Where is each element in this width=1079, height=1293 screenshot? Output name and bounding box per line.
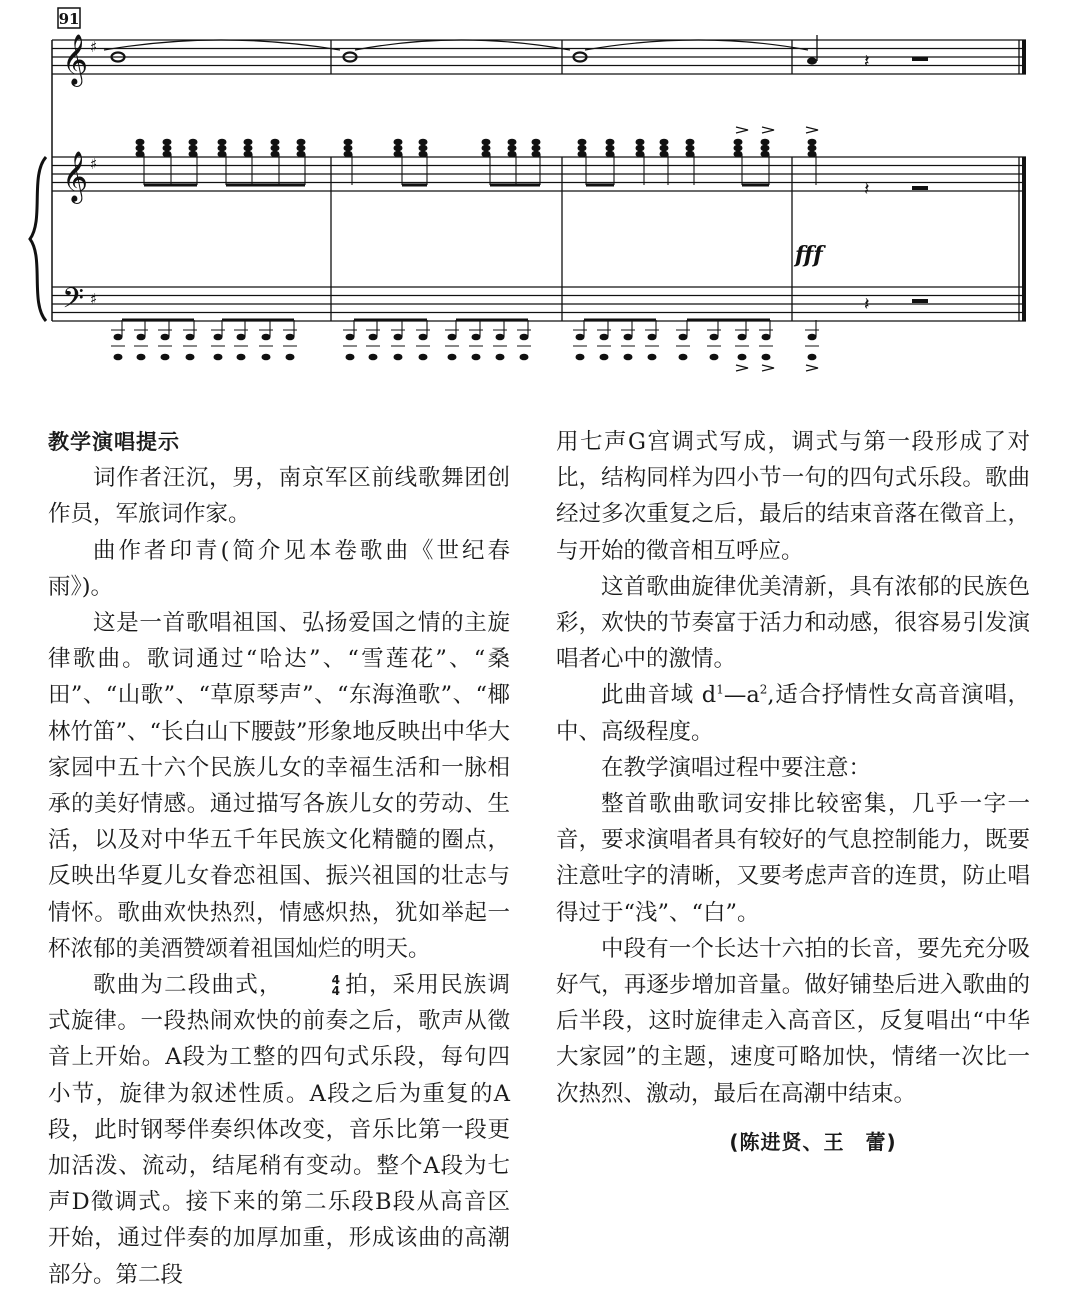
bass-notehead (369, 334, 378, 341)
final-barline-thick (1022, 157, 1026, 321)
bass-notehead (286, 354, 295, 361)
chord-notehead (271, 145, 280, 152)
accent-mark (806, 127, 818, 133)
bass-notehead (710, 334, 719, 341)
chord-notehead (660, 151, 669, 158)
bass-clef-icon: 𝄢 (62, 282, 84, 322)
quarter-rest-icon: 𝄽 (864, 179, 870, 200)
section-heading: 教学演唱提示 (48, 430, 180, 454)
chord-notehead (606, 145, 615, 152)
paragraph-character: 这首歌曲旋律优美清新，具有浓郁的民族色彩，欢快的节奏富于活力和动感，很容易引发演唱者心中的激情。 (556, 573, 1030, 673)
bass-notehead (576, 334, 585, 341)
bass-notehead (496, 354, 505, 361)
chord-notehead (482, 145, 491, 152)
chord-notehead (163, 145, 172, 152)
bass-notehead (648, 354, 657, 361)
chord-notehead (344, 145, 353, 152)
score-notation (30, 34, 1026, 371)
chord-notehead (508, 139, 517, 146)
chord-notehead (218, 145, 227, 152)
chord-notehead (189, 139, 198, 146)
chord-notehead (508, 145, 517, 152)
chord-notehead (394, 151, 403, 158)
chord-notehead (163, 139, 172, 146)
final-barline-thick (1022, 40, 1026, 74)
treble-clef-icon: 𝄞 (61, 34, 89, 85)
bass-notehead (448, 354, 457, 361)
chord-notehead (636, 145, 645, 152)
bass-notehead (679, 334, 688, 341)
chord-notehead (606, 139, 615, 146)
piano-brace (30, 157, 46, 321)
dynamic-marking: fff (795, 242, 823, 268)
bass-notehead (394, 354, 403, 361)
bass-notehead (262, 334, 271, 341)
chord-notehead (532, 151, 541, 158)
bass-notehead (738, 334, 747, 341)
chord-notehead (419, 139, 428, 146)
chord-notehead (532, 145, 541, 152)
chord-notehead (136, 139, 145, 146)
chord-notehead (578, 145, 587, 152)
measure-number: 91 (58, 10, 80, 28)
chord-notehead (419, 151, 428, 158)
chord-notehead (394, 145, 403, 152)
chord-notehead (808, 139, 817, 146)
chord-notehead (271, 151, 280, 158)
chord-notehead (686, 139, 695, 146)
paragraph-long-note: 中段有一个长达十六拍的长音，要先充分吸好气，再逐步增加音量。做好铺垫后进入歌曲的后半段，这时旋律走入高音区，反复唱出“中华大家园”的主题，速度可略加快，情绪一次比一次热烈、激动，最后在高潮中结束。 (556, 935, 1030, 1107)
quarter-rest-icon: 𝄽 (864, 294, 870, 315)
bass-notehead (186, 354, 195, 361)
chord-notehead (189, 151, 198, 158)
bass-notehead (648, 334, 657, 341)
bass-notehead (679, 354, 688, 361)
chord-notehead (734, 151, 743, 158)
chord-notehead (344, 151, 353, 158)
chord-notehead (218, 139, 227, 146)
bass-notehead (520, 354, 529, 361)
chord-notehead (344, 139, 353, 146)
sharp-icon: ♯ (90, 38, 98, 56)
bass-notehead (762, 354, 771, 361)
chord-notehead (394, 139, 403, 146)
chord-notehead (808, 145, 817, 152)
paragraph-lyricist: 词作者汪沉，男，南京军区前线歌舞团创作员，军旅词作家。 (48, 465, 510, 528)
paragraph-notes-intro: 在教学演唱过程中要注意： (601, 754, 872, 781)
bass-notehead (419, 354, 428, 361)
chord-notehead (660, 145, 669, 152)
bass-notehead (710, 354, 719, 361)
sharp-icon: ♯ (90, 155, 98, 173)
chord-notehead (297, 151, 306, 158)
bass-notehead (237, 354, 246, 361)
chord-notehead (271, 139, 280, 146)
quarter-rest-icon: 𝄽 (864, 51, 870, 72)
music-score (0, 0, 1079, 400)
chord-notehead (244, 145, 253, 152)
chord-notehead (761, 139, 770, 146)
bass-notehead (262, 354, 271, 361)
bass-notehead (448, 334, 457, 341)
time-signature: 4 4 (331, 973, 341, 999)
bass-notehead (394, 334, 403, 341)
bass-notehead (114, 334, 123, 341)
measure-number-box (58, 8, 80, 28)
paragraph-composer: 曲作者印青(简介见本卷歌曲《世纪春雨》)。 (48, 537, 510, 600)
chord-notehead (297, 145, 306, 152)
chord-notehead (761, 151, 770, 158)
bass-notehead (346, 334, 355, 341)
chord-notehead (734, 139, 743, 146)
half-rest-icon (912, 57, 928, 61)
bass-notehead (214, 354, 223, 361)
chord-notehead (686, 145, 695, 152)
chord-notehead (163, 151, 172, 158)
bass-notehead (520, 334, 529, 341)
bass-notehead (808, 354, 817, 361)
accent-mark (762, 127, 774, 133)
bass-notehead (186, 334, 195, 341)
bass-notehead (624, 334, 633, 341)
quarter-note (807, 57, 817, 64)
treble-clef-icon: 𝄞 (61, 151, 89, 202)
sharp-icon: ♯ (90, 290, 98, 308)
paragraph-range: 此曲音域 $d^1—a^2$,适合抒情性女高音演唱，中、高级程度。 (556, 682, 1031, 745)
paragraph-theme: 这是一首歌唱祖国、弘扬爱国之情的主旋律歌曲。歌词通过“哈达”、“雪莲花”、“桑田”、“山歌”、“草原琴声”、“东海渔歌”、“椰林竹笛”、“长白山下腰鼓”形象地反映出中华大家园中五十六个民族儿女的幸福生活和一脉相承的美好情感。通过描写各族儿女的劳动、生活，以及对中华五千年民族文化精髓的圈点，反映出华夏儿女眷恋祖国、振兴祖国的壮志与情怀。歌曲欢快热烈，情感炽热，犹如举起一杯浓郁的美酒赞颂着祖国灿烂的明天。 (48, 610, 511, 962)
text-column-right (556, 424, 1030, 1160)
bass-notehead (161, 334, 170, 341)
bass-notehead (237, 334, 246, 341)
paragraph-structure-cont: 用七声G宫调式写成，调式与第一段形成了对比，结构同样为四小节一句的四句式乐段。歌曲经过多次重复之后，最后的结束音落在徵音上，与开始的徵音相互呼应。 (556, 429, 1030, 564)
chord-notehead (734, 145, 743, 152)
bass-notehead (624, 354, 633, 361)
chord-notehead (244, 139, 253, 146)
chord-notehead (606, 151, 615, 158)
author-credit: (陈进贤、王 蕾) (729, 1129, 897, 1154)
chord-notehead (686, 151, 695, 158)
chord-notehead (297, 139, 306, 146)
chord-notehead (578, 151, 587, 158)
half-rest-icon (912, 186, 928, 190)
accent-mark (806, 365, 818, 371)
bass-notehead (576, 354, 585, 361)
accent-mark (736, 365, 748, 371)
bass-notehead (214, 334, 223, 341)
bass-notehead (472, 334, 481, 341)
half-rest-icon (912, 299, 928, 303)
accent-mark (762, 365, 774, 371)
bass-notehead (738, 354, 747, 361)
bass-notehead (114, 354, 123, 361)
chord-notehead (761, 145, 770, 152)
bass-notehead (600, 354, 609, 361)
chord-notehead (636, 139, 645, 146)
chord-notehead (218, 151, 227, 158)
chord-notehead (136, 145, 145, 152)
bass-notehead (286, 334, 295, 341)
chord-notehead (636, 151, 645, 158)
bass-notehead (808, 334, 817, 341)
accent-mark (736, 127, 748, 133)
chord-notehead (189, 145, 198, 152)
chord-notehead (482, 151, 491, 158)
paragraph-breath: 整首歌曲歌词安排比较密集，几乎一字一音，要求演唱者具有较好的气息控制能力，既要注意吐字的清晰，又要考虑声音的连贯，防止唱得过于“浅”、“白”。 (556, 791, 1030, 926)
bass-notehead (137, 354, 146, 361)
bass-notehead (137, 334, 146, 341)
chord-notehead (419, 145, 428, 152)
chord-notehead (482, 139, 491, 146)
bass-notehead (472, 354, 481, 361)
bass-notehead (161, 354, 170, 361)
chord-notehead (508, 151, 517, 158)
bass-notehead (496, 334, 505, 341)
text-column-left (48, 424, 510, 1293)
chord-notehead (136, 151, 145, 158)
bass-notehead (419, 334, 428, 341)
chord-notehead (578, 139, 587, 146)
chord-notehead (244, 151, 253, 158)
paragraph-structure: 歌曲为二段曲式， 4 4 拍，采用民族调式旋律。一段热闹欢快的前奏之后，歌声从徵音上开始。A段为工整的四句式乐段，每句四小节，旋律为叙述性质。A段之后为重复的A段，此时钢琴伴奏织体改变，音乐比第一段更加活泼、流动，结尾稍有变动。整个A段为七声D徵调式。接下来的第二乐段B段从高音区开始，通过伴奏的加厚加重，形成该曲的高潮部分。第二段 (48, 972, 510, 1288)
bass-notehead (346, 354, 355, 361)
bass-notehead (369, 354, 378, 361)
bass-notehead (762, 334, 771, 341)
chord-notehead (660, 139, 669, 146)
chord-notehead (808, 151, 817, 158)
chord-notehead (532, 139, 541, 146)
bass-notehead (600, 334, 609, 341)
